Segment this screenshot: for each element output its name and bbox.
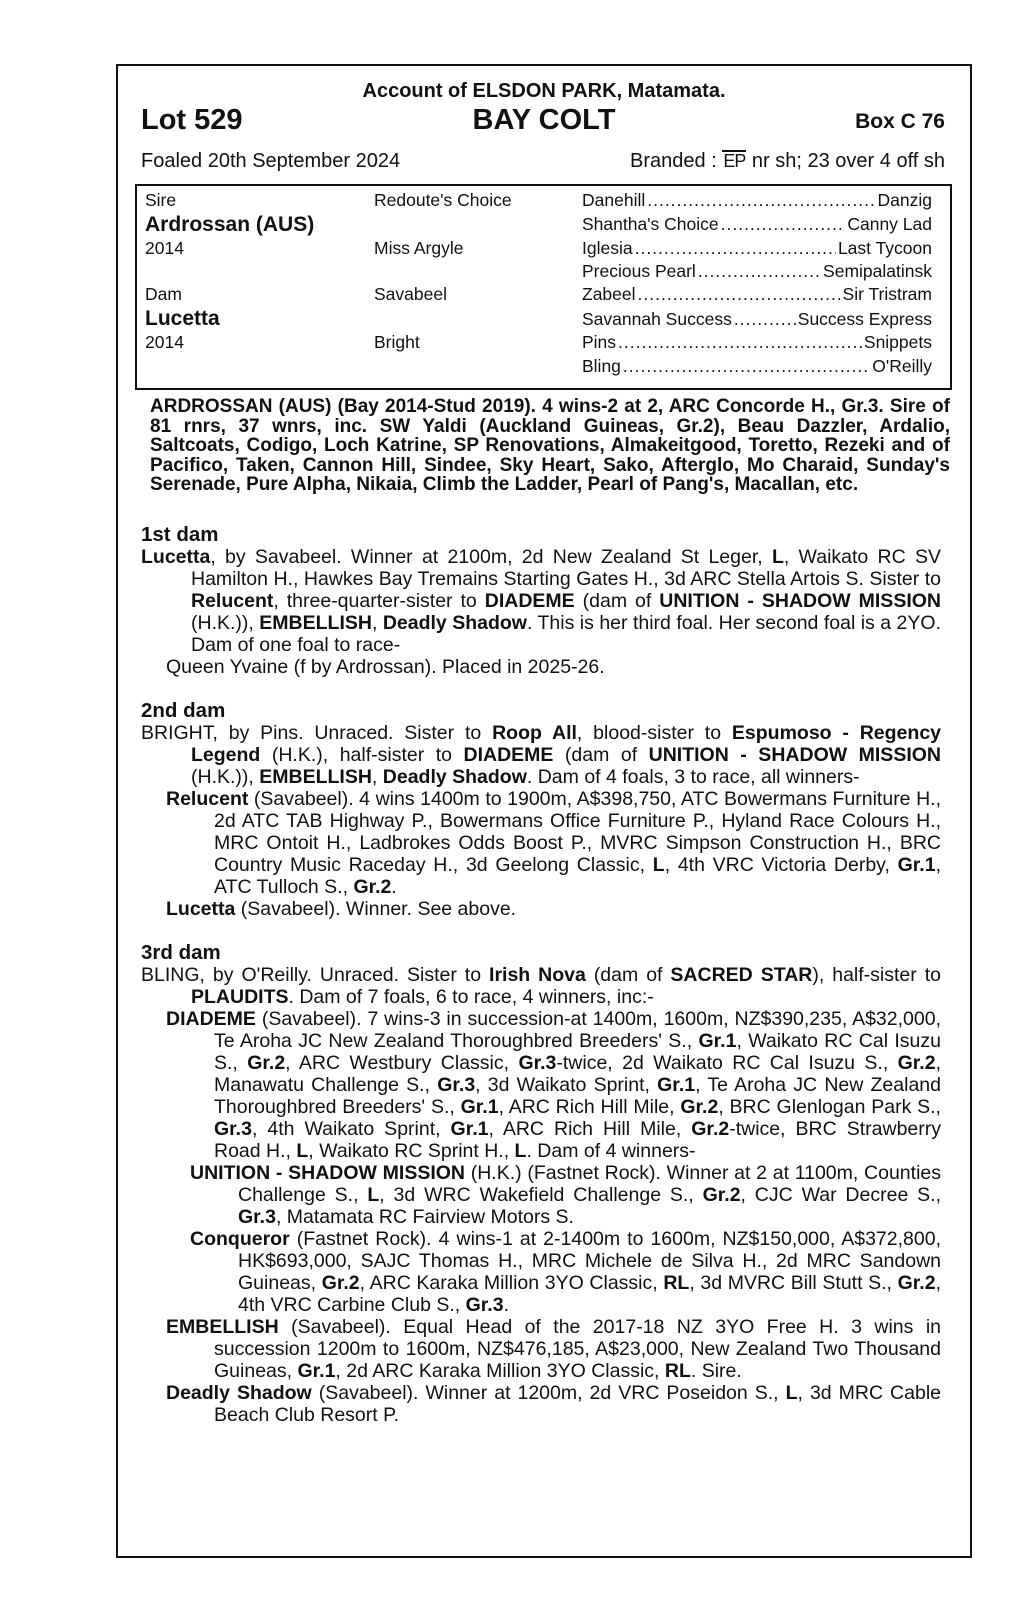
vendor-account: Account of ELSDON PARK, Matamata. <box>362 80 726 102</box>
horse-name: EMBELLISH <box>259 612 372 634</box>
horse-name: EMBELLISH <box>259 766 372 788</box>
sire-dam: Miss Argyle <box>374 238 464 258</box>
brand-mark: EP <box>723 151 746 171</box>
ancestor-name: Bling <box>582 356 621 376</box>
box-number: Box C 76 <box>855 110 945 133</box>
sire-name: Ardrossan (AUS) <box>145 213 315 236</box>
dam-sire: Savabeel <box>374 284 447 304</box>
third-dam-heading: 3rd dam <box>141 941 221 964</box>
ancestor-row <box>582 261 932 282</box>
ancestor-row <box>582 284 932 305</box>
sire-summary: ARDROSSAN (AUS) (Bay 2014-Stud 2019). 4 wins-2 at 2, ARC Concorde H., Gr.3. Sire of 81 rnrs, 37 wnrs, inc. SW Yaldi (Auckland Guineas, Gr.2), Beau Dazzler, Ardalio, Saltcoats, Codigo, Loch Katrine, SP Renovations, Almakeitgood, Toretto, Rezeki and of Pacifico, Taken, Cannon Hill, Sindee, Sky Heart, Sako, Afterglo, Mo Charaid, Sunday's Serenade, Pure Alpha, Nikaia, Climb the Ladder, Pearl of Pang's, Macallan, etc. <box>150 396 950 495</box>
ancestor-row <box>582 238 932 259</box>
foal-record: Queen Yvaine (f by Ardrossan). Placed in 2025-26. <box>166 656 605 678</box>
pedigree-table <box>135 184 952 390</box>
lot-number: Lot 529 <box>141 104 243 136</box>
dam-year: 2014 <box>145 332 184 352</box>
ancestor-name: Danehill <box>582 190 646 210</box>
ancestor-sire: Last Tycoon <box>837 238 932 258</box>
horse-name: UNITION - SHADOW MISSION <box>659 590 941 612</box>
lot-title: BAY COLT <box>472 104 616 136</box>
horse-name: UNITION - SHADOW MISSION <box>648 744 941 766</box>
horse-name: Espumoso - Regency Legend <box>191 722 942 766</box>
ancestor-row <box>582 356 932 377</box>
dam-dam: Bright <box>374 332 420 352</box>
progeny-entry: Relucent (Savabeel). 4 wins 1400m to 1900m, A$398,750, ATC Bowermans Furniture H., 2d ATC TAB Highway P., Bowermans Office Furniture P., Hyland Race Colours H., MRC Ontoit H., Ladbrokes Odds Boost P., MVRC Simpson Construction H., BRC Country Music Raceday H., 3d Geelong Classic, L, 4th VRC Victoria Derby, Gr.1, ATC Tulloch S., Gr.2. <box>166 788 941 898</box>
sire-sire: Redoute's Choice <box>374 190 512 210</box>
horse-name: EMBELLISH <box>166 1316 279 1338</box>
first-dam-paragraph: Lucetta, by Savabeel. Winner at 2100m, 2d New Zealand St Leger, L, Waikato RC SV Hamilton H., Hawkes Bay Tremains Starting Gates H., 3d ARC Stella Artois S. Sister to Relucent, three-quarter-sister to DIADEME (dam of UNITION - SHADOW MISSION (H.K.)), EMBELLISH, Deadly Shadow. This is her third foal. Her second foal is a 2YO. Dam of one foal to race- <box>141 546 941 656</box>
horse-name: Deadly Shadow <box>166 1382 312 1404</box>
pedigree-body <box>141 524 941 1426</box>
horse-name: Deadly Shadow <box>382 766 527 788</box>
branded-label: Branded : <box>630 150 717 172</box>
progeny-entry: Deadly Shadow (Savabeel). Winner at 1200m, 2d VRC Poseidon S., L, 3d MRC Cable Beach Club Resort P. <box>166 1382 942 1426</box>
horse-name: Conqueror <box>190 1228 290 1250</box>
first-dam-heading: 1st dam <box>141 523 219 546</box>
ancestor-sire: O'Reilly <box>872 356 932 376</box>
ancestor-sire: Success Express <box>797 309 932 329</box>
horse-name: Irish Nova <box>489 964 586 986</box>
ancestor-name: Savannah Success <box>582 309 732 329</box>
horse-name: Relucent <box>191 590 274 612</box>
ancestor-row <box>582 332 932 353</box>
ancestor-sire: Semipalatinsk <box>823 261 932 281</box>
branded-description: nr sh; 23 over 4 off sh <box>751 150 945 172</box>
sire-year: 2014 <box>145 238 184 258</box>
horse-name: Roop All <box>492 722 577 744</box>
progeny-entry: UNITION - SHADOW MISSION (H.K.) (Fastnet Rock). Winner at 2 at 1100m, Counties Challenge S., L, 3d WRC Wakefield Challenge S., Gr.2, CJC War Decree S., Gr.3, Matamata RC Fairview Motors S. <box>190 1162 941 1228</box>
third-dam-paragraph: BLING, by O'Reilly. Unraced. Sister to Irish Nova (dam of SACRED STAR), half-sister to PLAUDITS. Dam of 7 foals, 6 to race, 4 winners, inc:- <box>141 964 941 1008</box>
ancestor-row <box>582 309 932 330</box>
horse-name: Lucetta <box>166 898 236 920</box>
horse-name: Deadly Shadow <box>382 612 527 634</box>
ancestor-name: Precious Pearl <box>582 261 696 281</box>
ancestor-sire: Sir Tristram <box>842 284 932 304</box>
horse-name: Lucetta <box>141 546 211 568</box>
dam-name: Lucetta <box>145 307 220 330</box>
catalogue-page <box>116 64 972 1558</box>
ancestor-sire: Snippets <box>863 332 932 352</box>
dam-label: Dam <box>145 284 182 304</box>
ancestor-sire: Danzig <box>877 190 932 210</box>
second-dam-heading: 2nd dam <box>141 699 226 722</box>
horse-name: Relucent <box>166 788 249 810</box>
branded-info <box>630 150 945 173</box>
second-dam-paragraph: BRIGHT, by Pins. Unraced. Sister to Roop All, blood-sister to Espumoso - Regency Legend (H.K.), half-sister to DIADEME (dam of UNITION - SHADOW MISSION (H.K.)), EMBELLISH, Deadly Shadow. Dam of 4 foals, 3 to race, all winners- <box>141 722 942 788</box>
foaled-date: Foaled 20th September 2024 <box>141 150 401 172</box>
progeny-entry: EMBELLISH (Savabeel). Equal Head of the 2017-18 NZ 3YO Free H. 3 wins in succession 1200m to 1600m, NZ$476,185, A$23,000, New Zealand Two Thousand Guineas, Gr.1, 2d ARC Karaka Million 3YO Classic, RL. Sire. <box>166 1316 941 1382</box>
horse-name: DIADEME <box>484 590 575 612</box>
ancestor-name: Zabeel <box>582 284 636 304</box>
ancestor-name: Iglesia <box>582 238 633 258</box>
sire-label: Sire <box>145 190 177 210</box>
ancestor-row <box>582 214 932 235</box>
horse-name: UNITION - SHADOW MISSION <box>190 1162 465 1184</box>
progeny-entry: DIADEME (Savabeel). 7 wins-3 in succession-at 1400m, 1600m, NZ$390,235, A$32,000, Te Aroha JC New Zealand Thoroughbred Breeders' S., Gr.1, Waikato RC Cal Isuzu S., Gr.2, ARC Westbury Classic, Gr.3-twice, 2d Waikato RC Cal Isuzu S., Gr.2, Manawatu Challenge S., Gr.3, 3d Waikato Sprint, Gr.1, Te Aroha JC New Zealand Thoroughbred Breeders' S., Gr.1, ARC Rich Hill Mile, Gr.2, BRC Glenlogan Park S., Gr.3, 4th Waikato Sprint, Gr.1, ARC Rich Hill Mile, Gr.2-twice, BRC Strawberry Road H., L, Waikato RC Sprint H., L. Dam of 4 winners- <box>166 1008 941 1162</box>
ancestor-sire: Canny Lad <box>847 214 932 234</box>
progeny-entry: Conqueror (Fastnet Rock). 4 wins-1 at 2-1400m to 1600m, NZ$150,000, A$372,800, HK$693,000, SAJC Thomas H., MRC Michele de Silva H., 2d MRC Sandown Guineas, Gr.2, ARC Karaka Million 3YO Classic, RL, 3d MVRC Bill Stutt S., Gr.2, 4th VRC Carbine Club S., Gr.3. <box>190 1228 941 1316</box>
horse-name: PLAUDITS <box>191 986 289 1008</box>
ancestor-name: Shantha's Choice <box>582 214 719 234</box>
horse-name: DIADEME <box>463 744 554 766</box>
ancestor-name: Pins <box>582 332 617 352</box>
ancestor-row <box>582 190 932 211</box>
horse-name: DIADEME <box>166 1008 256 1030</box>
progeny-entry: Lucetta (Savabeel). Winner. See above. <box>166 898 517 920</box>
horse-name: SACRED STAR <box>670 964 813 986</box>
